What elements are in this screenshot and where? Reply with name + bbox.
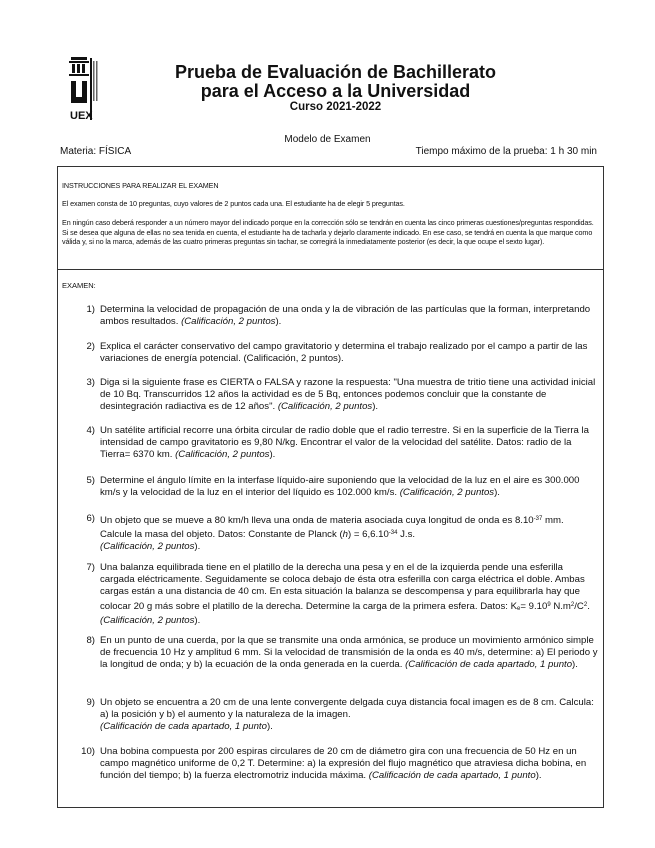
question-text: Un objeto se encuentra a 20 cm de una lente convergente delgada cuya distancia focal imagen es de 8 cm. Calcula: a) la posición y b) el aumento y la naturaleza de la imagen. (Calificación de cada apartado, 1 punto). [100, 697, 594, 733]
instructions-title: INSTRUCCIONES PARA REALIZAR EL EXAMEN [62, 181, 219, 190]
question-number: 10) [81, 746, 95, 757]
exam-title-line2: para el Acceso a la Universidad [200, 81, 471, 101]
question-text: Diga si la siguiente frase es CIERTA o FALSA y razone la respuesta: "Una muestra de tritio tiene una actividad inicial de 10 Bq. Transcurridos 12 años la actividad es de 5 Bq, entonces podemos concluir que la constante de desintegración radiactiva es de 12 años". (Calificación, 2 puntos). [100, 377, 596, 413]
subject: Materia: FÍSICA [60, 146, 132, 157]
time-limit: Tiempo máximo de la prueba: 1 h 30 min [415, 146, 597, 157]
section-divider [57, 269, 604, 270]
question-grade: (Calificación de cada apartado, 1 punto [368, 770, 536, 782]
question-grade: (Calificación, 2 puntos [175, 449, 270, 461]
question-grade: (Calificación de cada apartado, 1 punto [405, 659, 573, 671]
question-grade: (Calificación, 2 puntos [399, 487, 495, 499]
question-text: Una bobina compuesta por 200 espiras circulares de 20 cm de diámetro gira con una frecuencia de 50 Hz en un campo magnético uniforme de 0,2 T. Determine: a) la expresión del flujo magnético que atraviesa dicha bobina, en función del tiempo; b) la fuerza electromotriz inducida máxima. (Calificación de cada apartado, 1 punto). [100, 746, 587, 782]
question-text: Determina la velocidad de propagación de una onda y la de vibración de las partículas que la forman, interpretando ambos resultados. (Calificación, 2 puntos). [100, 304, 591, 328]
question-text: Determine el ángulo límite en la interfase líquido-aire suponiendo que la velocidad de la luz en el aire es 300.000 km/s y la velocidad de la luz en el interior del líquido es 102.000 km/s. (Calificación, 2 puntos). [100, 475, 580, 499]
question-text: Un satélite artificial recorre una órbita circular de radio doble que el radio terrestre. Si en la superficie de la Tierra la intensidad de campo gravitatorio es 9,80 N/kg. Encontrar el valor de la velocidad del satélite. Datos: radio de la Tierra= 6370 km. (Calificación, 2 puntos). [100, 425, 589, 461]
question-grade: (Calificación, 2 puntos [100, 541, 195, 553]
question-number: 4) [86, 425, 95, 436]
question-grade: (Calificación, 2 puntos [181, 316, 276, 328]
question-grade: (Calificación de cada apartado, 1 punto [100, 721, 267, 733]
svg-text:UEX: UEX [70, 110, 93, 122]
exam-model: Modelo de Examen [284, 134, 371, 145]
course-year: Curso 2021-2022 [289, 101, 382, 113]
question-text: Explica el carácter conservativo del campo gravitatorio y determina el trabajo realizado por el campo a partir de las variaciones de energía potencial. (Calificación, 2 puntos). [100, 341, 588, 365]
instructions-paragraph-2: En ningún caso deberá responder a un número mayor del indicado porque en la corrección sólo se tendrán en cuenta las cinco primeras cuestiones/preguntas respondidas. Si se desea que alguna de ellas no sea tenida en cuenta, el estudiante ha de tacharla y dejarlo claramente indicado. En ese caso, se tendrá en cuenta la que marque como válida y, si no la marca, además de las cuatro primeras preguntas sin tachar, se corregirá la inmediatamente posterior (es decir, la que ocupe el sexto lugar). [62, 218, 594, 246]
exam-title-line1: Prueba de Evaluación de Bachillerato [174, 62, 497, 82]
question-number: 5) [86, 475, 95, 486]
question-grade: (Calificación, 2 puntos [100, 614, 195, 626]
question-number: 1) [86, 304, 95, 315]
question-grade: (Calificación, 2 puntos [277, 401, 373, 413]
instructions-paragraph-1: El examen consta de 10 preguntas, cuyo valores de 2 puntos cada una. El estudiante ha de elegir 5 preguntas. [62, 199, 405, 208]
question-number: 7) [86, 562, 95, 573]
question-text: Una balanza equilibrada tiene en el platillo de la derecha una pesa y en el de la izquierda pende una esferilla cargada eléctricamente. Seguidamente se coloca debajo de ésta otra esferilla con carga eléctrica el doble. Ambas cargas están a una distancia de 40 cm. En esta situación la balanza se descompensa y para equilibrarla hay que colocar 20 g más sobre el platillo de la derecha. Determine la carga de la primera esfera. Datos: $K_e= 9.10^9$ $N.m^2/C^2.(Calificación$, 2 puntos). [100, 562, 590, 626]
question-text: Un objeto que se mueve a 80 km/h lleva una onda de materia asociada cuya longitud de onda es $8.10^{-37}$ mm. Calcule la masa del objeto. Datos: Constante de Planck $(h) = 6,6.10^{-34}$ J.s. (Calificación, 2 puntos). [100, 515, 564, 553]
question-text: En un punto de una cuerda, por la que se transmite una onda armónica, se produce un movimiento armónico simple de frecuencia 10 Hz y amplitud 6 mm. Si la velocidad de transmisión de la onda es 40 m/s, determine: a) El periodo y la longitud de onda; y b) la ecuación de la onda generada en la cuerda. (Calificación de cada apartado, 1 punto). [100, 635, 598, 671]
question-number: 9) [86, 697, 95, 708]
question-number: 6) [86, 513, 95, 524]
question-number: 2) [86, 341, 95, 352]
question-number: 8) [86, 635, 95, 646]
question-number: 3) [86, 377, 95, 388]
exam-label: EXAMEN: [62, 281, 96, 290]
